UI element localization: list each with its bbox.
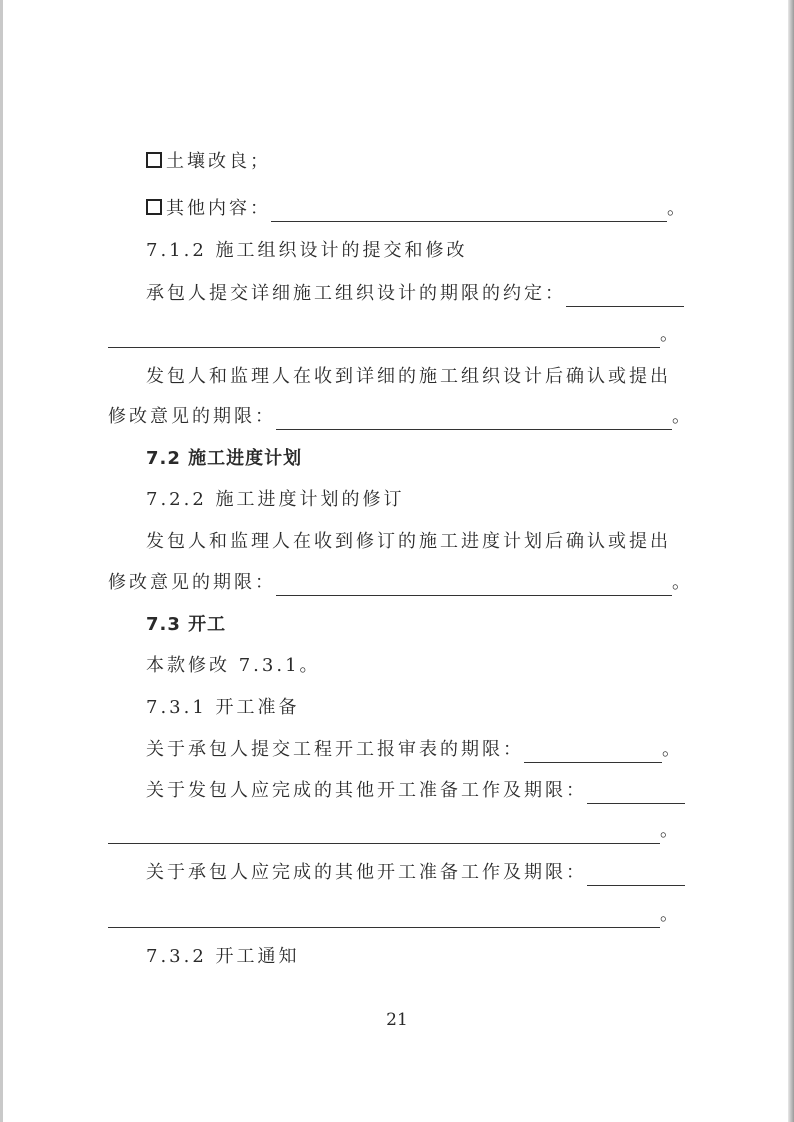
contractor-other-prep-blank-2[interactable] [108, 907, 660, 928]
end-mark: 。 [667, 198, 685, 219]
other-content-blank[interactable] [271, 201, 667, 222]
scan-edge-left [0, 0, 3, 1122]
contractor-report-deadline-blank[interactable] [524, 742, 662, 763]
soil-improvement-label: 土壤改良； [166, 151, 271, 172]
contractor-report-deadline [108, 737, 712, 763]
option-other-content [108, 196, 712, 222]
end-mark: 。 [672, 572, 690, 593]
contractor-report-deadline-label: 关于承包人提交工程开工报审表的期限： [146, 739, 524, 760]
modify-7-3-1-note: 本款修改 7.3.1。 [146, 655, 321, 676]
contractor-other-prep-label: 关于承包人应完成的其他开工准备工作及期限： [146, 862, 587, 883]
section-7-3-heading: 7.3 开工 [146, 614, 227, 635]
design-modify-deadline [108, 404, 690, 430]
clause-7-1-2-title: 7.1.2 施工组织设计的提交和修改 [146, 240, 468, 261]
scan-edge-right [788, 0, 794, 1122]
contractor-other-prep-cont [108, 902, 678, 928]
page-number: 21 [386, 1010, 408, 1030]
other-content-checkbox[interactable] [146, 199, 162, 215]
soil-improvement-checkbox[interactable] [146, 152, 162, 168]
clause-7-3-2-title: 7.3.2 开工通知 [146, 946, 300, 967]
employer-other-prep [108, 778, 712, 804]
other-content-label: 其他内容： [166, 198, 271, 219]
employer-confirm-design: 发包人和监理人在收到详细的施工组织设计后确认或提出 [146, 366, 671, 387]
end-mark: 。 [660, 324, 678, 345]
clause-7-3-1-title: 7.3.1 开工准备 [146, 697, 300, 718]
employer-other-prep-blank[interactable] [587, 783, 685, 804]
design-modify-deadline-blank[interactable] [276, 409, 672, 430]
schedule-modify-deadline-label: 修改意见的期限： [108, 572, 276, 593]
end-mark: 。 [662, 739, 680, 760]
contractor-submit-deadline-cont [108, 322, 678, 348]
contractor-submit-deadline-blank[interactable] [566, 286, 684, 307]
option-soil-improvement [108, 149, 712, 175]
clause-7-2-2-title: 7.2.2 施工进度计划的修订 [146, 489, 405, 510]
schedule-modify-deadline [108, 570, 690, 596]
contractor-submit-deadline-label: 承包人提交详细施工组织设计的期限的约定： [146, 283, 566, 304]
end-mark: 。 [660, 904, 678, 925]
employer-other-prep-label: 关于发包人应完成的其他开工准备工作及期限： [146, 780, 587, 801]
section-7-2-heading: 7.2 施工进度计划 [146, 448, 303, 469]
employer-confirm-schedule: 发包人和监理人在收到修订的施工进度计划后确认或提出 [146, 531, 671, 552]
end-mark: 。 [672, 406, 690, 427]
end-mark: 。 [660, 820, 678, 841]
contractor-submit-deadline [108, 281, 712, 307]
contractor-other-prep-blank[interactable] [587, 865, 685, 886]
contractor-other-prep [108, 860, 712, 886]
design-modify-deadline-label: 修改意见的期限： [108, 406, 276, 427]
contractor-submit-deadline-blank-2[interactable] [108, 327, 660, 348]
employer-other-prep-blank-2[interactable] [108, 823, 660, 844]
schedule-modify-deadline-blank[interactable] [276, 575, 672, 596]
employer-other-prep-cont [108, 818, 678, 844]
